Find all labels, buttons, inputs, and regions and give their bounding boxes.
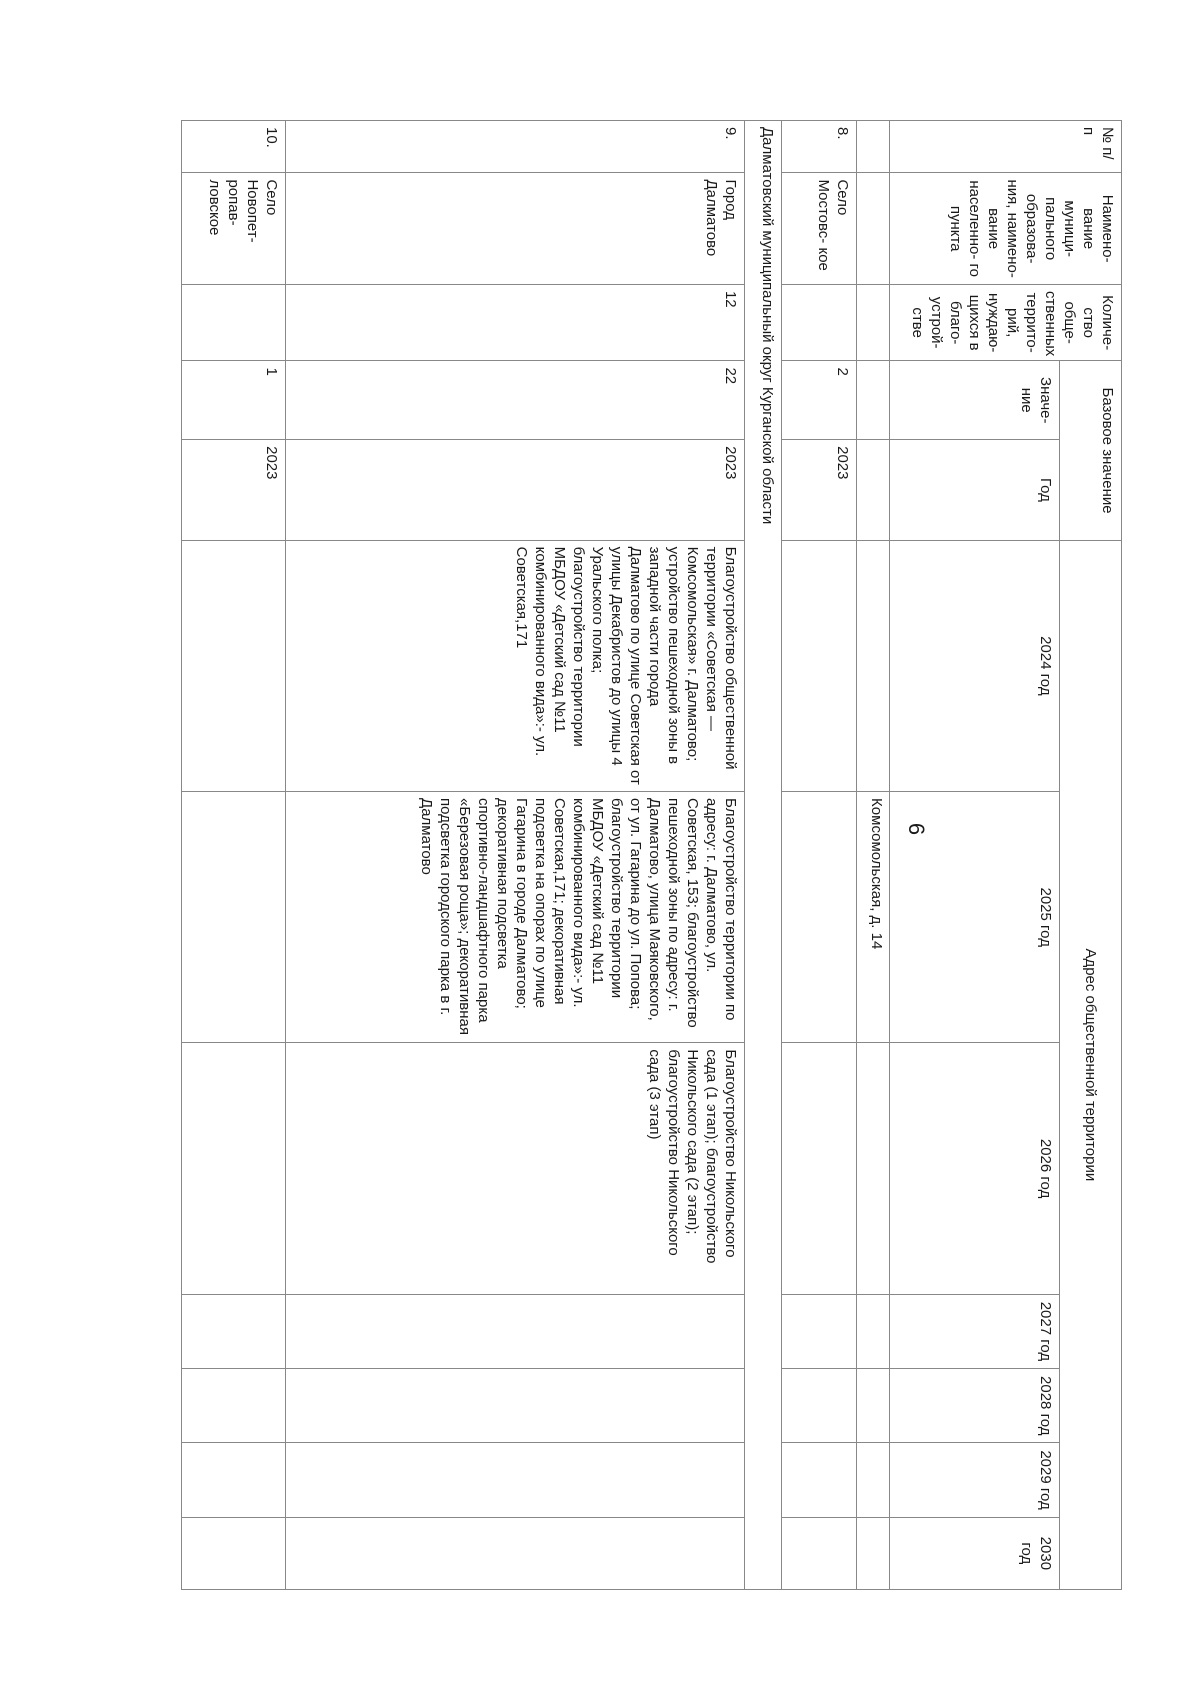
cell-value: 22 (286, 361, 745, 440)
header-row-top (1060, 121, 1122, 1590)
header-year-2024: 2024 год (890, 540, 1060, 791)
cell-2026: Благоустройство Никольского сада (1 этап); благоустройство Никольского сада (2 этап); благоустройство Никольского сада (3 этап) (286, 1043, 745, 1294)
cell-num: 9. (286, 121, 745, 173)
cell-value: 2 (782, 361, 857, 440)
page-number: 6 (904, 822, 930, 836)
header-num: № п/п (890, 121, 1122, 173)
cell-name: Село Мостовс- кое (782, 173, 857, 284)
header-name: Наимено- вание муници- пального образова- ния, наимено- вание населенно- го пункта (890, 173, 1122, 284)
region-row (745, 121, 782, 1590)
region-title: Далматовский муниципальный округ Курганской области (745, 121, 782, 1590)
header-year-2030: 2030 год (890, 1517, 1060, 1589)
header-base-value: Значе- ние (890, 361, 1060, 440)
table-row (857, 121, 890, 1590)
cell-num: 10. (182, 121, 286, 173)
header-year-2029: 2029 год (890, 1443, 1060, 1517)
public-territories-table (181, 120, 1122, 1590)
document-sheet (198, 120, 1122, 1590)
header-address: Адрес общественной территории (1060, 540, 1122, 1589)
header-year-2025: 2025 год (890, 792, 1060, 1043)
cell-count: 12 (286, 284, 745, 361)
header-year-2027: 2027 год (890, 1294, 1060, 1368)
header-year-2028: 2028 год (890, 1369, 1060, 1443)
cell-num: 8. (782, 121, 857, 173)
table-row (182, 121, 286, 1590)
cell-2024: Благоустройство общественной территории «Советская — Комсомольская» г. Далматово; устройство пешеходной зоны в западной части города Далматово по улице Советская от улицы Декабристов до улицы 4 Уральского полка; благоустройство территории МБДОУ «Детский сад №11 комбинированного вида»:- ул. Советская,171 (286, 540, 745, 791)
table-row (782, 121, 857, 1590)
cell-year: 2023 (286, 440, 745, 541)
cell-name: Село Новопет- ропав- ловское (182, 173, 286, 284)
cell-count (782, 284, 857, 361)
header-count: Количе- ство обще- ственных террито- рий, нуждаю- щихся в благо- устрой- стве (890, 284, 1122, 361)
cell-2025: Благоустройство территории по адресу: г. Далматово, ул. Советская, 153; благоустройство пешеходной зоны по адресу: г. Далматово, улица Маяковского, от ул. Гагарина до ул. Попова; благоустройство территории МБДОУ «Детский сад №11 комбинированного вида»:- ул. Советская,171; декоративная подсветка на опорах по улице Гагарина в городе Далматово; декоративная подсветка спортивно-ландшафтного парка «Березовая роща»; декоративная подсветка городского парка в г. Далматово (286, 792, 745, 1043)
table-row (286, 121, 745, 1590)
cell-count (182, 284, 286, 361)
cell-r8-2025-continuation: Комсомольская, д. 14 (857, 792, 890, 1043)
header-base-year: Год (890, 440, 1060, 541)
header-base: Базовое значение (1060, 361, 1122, 540)
cell-year: 2023 (182, 440, 286, 541)
header-year-2026: 2026 год (890, 1043, 1060, 1294)
cell-year: 2023 (782, 440, 857, 541)
cell-value: 1 (182, 361, 286, 440)
cell-name: Город Далматово (286, 173, 745, 284)
